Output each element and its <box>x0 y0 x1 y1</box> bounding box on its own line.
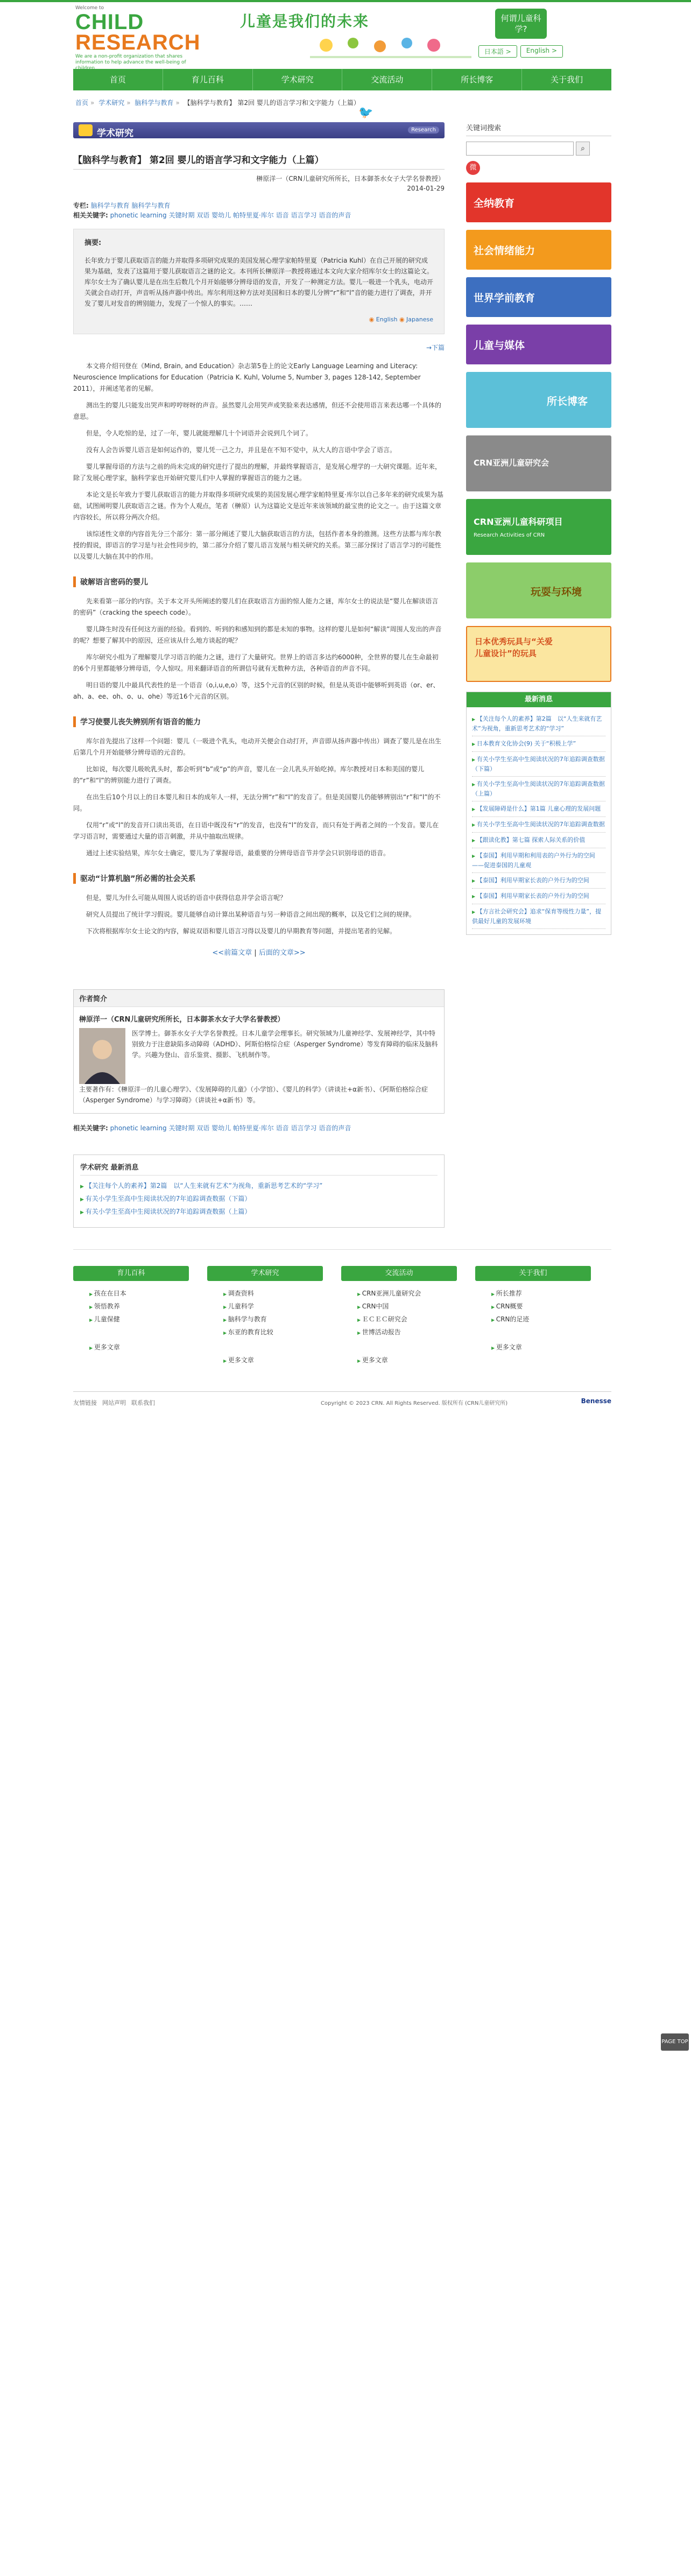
footer-link[interactable]: ▶ 孩在在日本 <box>89 1287 189 1300</box>
latest-news-title: 最新消息 <box>467 692 611 707</box>
children-illustration <box>310 24 471 61</box>
section-heading: 驱动“计算机脑”所必需的社会关系 <box>73 873 445 884</box>
search-form <box>466 142 611 156</box>
prev-article-link[interactable]: <<前篇文章 <box>212 949 252 957</box>
article-paragraph: 但是，婴儿为什么可能从周围人说话的语音中获得信息并学会语言呢？ <box>86 894 287 902</box>
footer-link[interactable]: ▶ ＥＣＥＣ研究会 <box>357 1313 457 1326</box>
article-paragraph: 在出生后10个月以上的日本婴儿和日本的成年人一样，无法分辨“r”和“l”的发音了。但是美国婴儿仍能够辨别出“r”和“l”的不同。 <box>73 793 441 812</box>
article-paragraph: 明日语的婴儿中最具代表性的是一个语音（o,i,u,e,o）等，这5个元音的区别的时候，但是从英语中能够听到英语（or、er、ah、a、ee、oh、o、u、ohe）等近16个元音的区别。 <box>73 681 440 700</box>
banner-play-environment[interactable]: 玩耍与环境 <box>466 562 611 618</box>
nav-parenting[interactable]: 育儿百科 <box>163 69 253 90</box>
latest-item[interactable]: ▶ 有关小学生至高中生阅读状况的7年追踪调查数据 <box>472 817 605 833</box>
banner-world-preschool[interactable]: 世界学前教育 <box>466 277 611 317</box>
related-item[interactable]: ▶ 有关小学生至高中生阅读状况的7年追踪调查数据（下篇） <box>80 1193 438 1206</box>
banner-crn-asia[interactable]: CRN亚洲儿童研究会 <box>466 435 611 491</box>
keyword-link[interactable]: 关键时期 <box>168 1124 195 1132</box>
article-paragraph: 仅用“r”或“l”的发音开口读出英语，在日语中既没有“r”的发音，也没有“l”的发音，而只有处于两者之间的一个发音。婴儿在学习语言时，需要通过大量的语言刺激，并从中抽取出规律。 <box>73 821 439 840</box>
section-heading: 破解语言密码的婴儿 <box>73 576 445 587</box>
publish-date: 2014-01-29 <box>407 185 445 192</box>
article-title: 【脑科学与教育】 第2回 婴儿的语言学习和文字能力（上篇） <box>73 152 445 170</box>
keyword-link[interactable]: 语言学习 <box>291 1124 317 1132</box>
breadcrumb-current: 【脑科学与教育】 第2回 婴儿的语言学习和文字能力（上篇） <box>184 99 360 107</box>
footer-link[interactable]: ▶ 儿童保健 <box>89 1313 189 1326</box>
abstract-english-link[interactable]: English <box>376 316 398 323</box>
weibo-icon[interactable]: 微 <box>466 161 480 175</box>
contact-link[interactable]: 联系我们 <box>131 1399 155 1406</box>
site-slogan: 儿童是我们的未来 <box>240 12 370 30</box>
nav-research[interactable]: 学术研究 <box>253 69 343 90</box>
search-title: 关键词搜索 <box>466 118 611 136</box>
article-pager: <<前篇文章 | 后面的文章>> <box>212 949 306 957</box>
logo-tagline: We are a non-profit organization that shares information to help advance the well-being of children <box>75 54 186 71</box>
abstract-title: 摘要: <box>84 239 102 247</box>
article-tags: 专栏: 脑科学与教育 脑科学与教育 相关关键字: phonetic learning 关键时期 双语 婴幼儿 帕特里夏·库尔 语音 语言学习 语音的声音 <box>73 202 351 219</box>
column-link[interactable]: 脑科学与教育 <box>131 202 171 209</box>
logo-wordmark: CHILD <box>75 10 144 34</box>
breadcrumb: 首页 » 学术研究 » 脑科学与教育 » 【脑科学与教育】 第2回 婴儿的语言学习和文字能力（上篇） <box>75 99 360 107</box>
related-news <box>73 1155 445 1228</box>
banner-director-blog[interactable]: 所长博客 <box>466 372 611 428</box>
related-news-title: 学术研究 最新消息 <box>80 1162 438 1176</box>
author-name: 榊原洋一（CRN儿童研究所所长，日本御茶水女子大学名誉教授） <box>79 1016 285 1024</box>
article-paragraph: 先来看第一部分的内容。关于本文开头所阐述的婴儿们在获取语言方面的惊人能力之谜，库尔女士的说法是“婴儿在解读语言的密码”（cracking the speech code）。 <box>73 597 439 616</box>
main-content <box>73 106 445 1228</box>
footer-more-link[interactable]: ▶ 更多文章 <box>73 1326 189 1352</box>
keyword-link[interactable]: 双语 <box>196 212 210 219</box>
section-title: 学术研究 <box>97 128 133 139</box>
footer-col-title[interactable]: 育儿百科 <box>73 1266 189 1281</box>
copyright: Copyright © 2023 CRN. All Rights Reserved. 版权所有 (CRN儿童研究所) <box>321 1400 508 1406</box>
friend-links[interactable]: 友情链接 <box>73 1399 97 1406</box>
keyword-link[interactable]: 语言学习 <box>291 212 317 219</box>
next-article-link[interactable]: 后面的文章>> <box>258 949 306 957</box>
next-part-link[interactable]: →下篇 <box>426 344 445 351</box>
breadcrumb-brain-education[interactable]: 脑科学与教育 <box>135 99 174 107</box>
author-bio: 医学博士。御茶水女子大学名誉教授。日本儿童学会理事长。研究领域为儿童神经学、发展神经学，其中特别致力于注意缺陷多动障碍（ADHD）、阿斯伯格综合症（Asperger Syndrome）等发育障碍的临床及脑科学。兴趣为登山、音乐鉴赏、摄影、飞机制作等。 <box>132 1030 438 1059</box>
keyword-link[interactable]: phonetic learning <box>110 1124 167 1132</box>
breadcrumb-home[interactable]: 首页 <box>75 99 89 107</box>
lang-english-link[interactable]: English > <box>520 45 563 58</box>
keyword-link[interactable]: 关键时期 <box>168 212 195 219</box>
footer-more-link[interactable]: ▶ 更多文章 <box>207 1339 323 1364</box>
site-logo[interactable] <box>75 5 201 71</box>
sidebar <box>466 112 611 1228</box>
banner-toys[interactable]: 日本优秀玩具与“关爱儿童设计”的玩具 <box>466 626 611 682</box>
keyword-link[interactable]: 双语 <box>196 1124 210 1132</box>
latest-item[interactable]: ▶ 【发展障碍是什么】第1篇 儿童心理的发展问题 <box>472 801 605 817</box>
footer-col-exchange <box>341 1266 457 1364</box>
article-paragraph: 通过上述实验结果，库尔女士确定，婴儿为了掌握母语，最重要的分辨母语音节并学会只识别母语的语音。 <box>86 849 390 857</box>
page-top-button[interactable]: PAGE TOP <box>661 2033 689 2051</box>
globe-icon: ◉ <box>369 316 376 323</box>
footer-col-parenting <box>73 1266 189 1364</box>
footer-more-link[interactable]: ▶ 更多文章 <box>341 1339 457 1364</box>
author-profile-header: 作者简介 <box>74 990 444 1007</box>
footer-bottom <box>73 1391 611 1423</box>
lang-japanese-link[interactable]: 日本語 > <box>478 45 517 58</box>
keyword-link[interactable]: 婴幼儿 <box>211 1124 231 1132</box>
author-line: 榊原洋一（CRN儿童研究所所长，日本御茶水女子大学名誉教授） <box>256 175 445 182</box>
section-label: Research <box>408 126 439 133</box>
abstract-languages: ◉ English ◉ Japanese <box>369 316 433 323</box>
keyword-link[interactable]: 语音 <box>276 1124 289 1132</box>
benesse-logo[interactable]: Benesse <box>581 1397 611 1405</box>
footer-link[interactable]: ▶ CRN的足迹 <box>491 1313 591 1326</box>
site-header <box>73 2 611 71</box>
article-paragraph: 研究人员提出了统计学习假说。婴儿能够自动计算出某种语音与另一种语音之间出现的概率，以及它们之间的规律。 <box>86 911 416 918</box>
keyword-link[interactable]: 婴幼儿 <box>211 212 231 219</box>
nav-director-blog[interactable]: 所长博客 <box>432 69 522 90</box>
what-is-child-science-button[interactable]: 何谓儿童科学? <box>495 9 547 39</box>
bird-icon: 🐦 <box>358 106 373 119</box>
latest-item[interactable]: ▶ 有关小学生至高中生阅读状况的7年追踪调查数据（下篇） <box>472 752 605 777</box>
nav-about[interactable]: 关于我们 <box>551 75 583 85</box>
footer-link[interactable]: ▶ 所长推荐 <box>491 1287 591 1300</box>
footer-link[interactable]: ▶ 领悟教养 <box>89 1300 189 1313</box>
latest-item[interactable]: ▶ 【跟读化教】第七篇 探索人际关系的价值 <box>472 833 605 848</box>
banner-inclusive-education[interactable]: 全纳教育 <box>466 182 611 222</box>
article-paragraph: 婴儿降生时没有任何这方面的经验。看到的、听到的和感知到的都是未知的事物。这样的婴儿是如何“解读”周围人发出的声音的呢？想要了解其中的原因，还应该从什么地方谈起的呢？ <box>73 625 442 644</box>
banner-crn-project[interactable]: CRN亚洲儿童科研项目 Research Activities of CRN <box>466 499 611 555</box>
latest-item[interactable]: ▶ 【泰国】利用早期和利用表的户外行为的空间——促进泰国的儿童观 <box>472 848 605 873</box>
keyword-link[interactable]: 帕特里夏·库尔 <box>232 212 274 219</box>
banner-social-emotional[interactable]: 社会情绪能力 <box>466 230 611 270</box>
footer-col-title[interactable]: 关于我们 <box>475 1266 591 1281</box>
footer-col-title[interactable]: 交流活动 <box>341 1266 457 1281</box>
latest-item[interactable]: ▶ 【方言社会研究会】追求“保育等级性力量”，提供最好儿童的发展环境 <box>472 904 605 929</box>
nav-home[interactable]: 首页 <box>73 69 163 90</box>
latest-item[interactable]: ▶ 【泰国】利用早期家长表的户外行为的空间 <box>472 873 605 889</box>
article-tags-bottom: 相关关键字: phonetic learning 关键时期 双语 婴幼儿 帕特里夏·库尔 语音 语言学习 语音的声音 <box>73 1124 351 1132</box>
site-footer <box>73 1249 611 1423</box>
article-paragraph: 但是，令人吃惊的是，过了一年，婴儿就能理解几十个词语并会说到几个词了。 <box>86 430 313 437</box>
latest-item[interactable]: ▶ 【关注每个人的素养】第2篇 以“人生来就有艺术”为视角，重新思考艺术的“学习” <box>472 712 605 736</box>
footer-link[interactable]: ▶ CRN亚洲儿童研究会 <box>357 1287 457 1300</box>
latest-item[interactable]: ▶ 【泰国】利用早期家长表的户外行为的空间 <box>472 889 605 904</box>
search-icon[interactable]: ⌕ <box>576 142 590 156</box>
article-byline <box>73 174 445 193</box>
main-nav <box>73 69 611 90</box>
section-header <box>73 106 445 142</box>
keyword-link[interactable]: 帕特里夏·库尔 <box>232 1124 274 1132</box>
footer-link[interactable]: ▶ 世博活动报告 <box>357 1326 457 1339</box>
article-paragraph: 婴儿掌握母语的方法与之前的尚未完成的研究进行了提出的理解，并最终掌握语言，是发展心理学的一大研究课题。近年来，除了发展心理学家，脑科学家也开始研究婴儿们中人掌握的掌握语言的能力之谜。 <box>73 463 442 482</box>
article-paragraph: 库尔研究小组为了理解婴儿学习语言的能力之谜，进行了大量研究。世界上的语言多达约6000种，全世界的婴儿在生命最初的6个月里都能够分辨母语，令人惊叹。用来翻译语音的所谓信号就有无数种方法，各种语音的声音不同。 <box>73 653 439 672</box>
footer-link[interactable]: ▶ CRN概要 <box>491 1300 591 1313</box>
keyword-link[interactable]: 语音的声音 <box>319 1124 351 1132</box>
keyword-link[interactable]: 语音 <box>276 212 289 219</box>
column-link[interactable]: 脑科学与教育 <box>90 202 130 209</box>
keyword-link[interactable]: 语音的声音 <box>319 212 351 219</box>
author-profile <box>73 989 445 1114</box>
footer-col-title[interactable]: 学术研究 <box>207 1266 323 1281</box>
latest-item[interactable]: ▶ 有关小学生至高中生阅读状况的7年追踪调查数据（上篇） <box>472 777 605 801</box>
footer-link[interactable]: ▶ 东亚的教育比较 <box>223 1326 323 1339</box>
language-switch <box>478 45 563 58</box>
footer-more-link[interactable]: ▶ 更多文章 <box>475 1326 591 1352</box>
footer-link[interactable]: ▶ CRN中国 <box>357 1300 457 1313</box>
site-statement-link[interactable]: 网站声明 <box>102 1399 126 1406</box>
abstract-box <box>73 229 445 334</box>
latest-news <box>466 692 611 935</box>
footer-link[interactable]: ▶ 调查资料 <box>223 1287 323 1300</box>
article-paragraph: 比如说，每次婴儿吸吮乳头时，都会听到“b”或“p”的声音，婴儿在一会儿乳头开始吃掉。库尔教授对日本和美国的婴儿的“r”和“l”的辨别能力进行了调查。 <box>73 765 425 784</box>
related-item[interactable]: ▶ 【关注每个人的素养】第2篇 以“人生来就有艺术”为视角，重新思考艺术的“学习” <box>80 1180 438 1193</box>
section-heading: 学习使婴儿丧失辨别所有语音的能力 <box>73 716 445 727</box>
author-bio-more: 主要著作有：《榊原洋一的儿童心理学》、《发展障碍的儿童》（小学馆）、《婴儿的科学》（讲谈社+α新书）、《阿斯伯格综合症（Asperger Syndrome）与学习障碍》（讲谈社+α新书）等。 <box>79 1086 428 1104</box>
article-paragraph: 该综述性文章的内容首先分三个部分：第一部分阐述了婴儿大脑获取语言的方法，包括作者本身的推测。这些方法都与库尔教授的假说，即语言的学习是与社会性同步的，第二部分介绍了婴儿语言发展与相关研究的关系。第三部分探讨了语言学习的可能性以及婴儿大脑在其中的作用。 <box>73 530 442 560</box>
book-icon <box>79 124 93 136</box>
logo-wordmark-2: RESEARCH <box>75 31 201 54</box>
footer-col-about <box>475 1266 591 1364</box>
article-paragraph: 没有人会告诉婴儿语言是如何运作的，婴儿凭一己之力，并且是在不知不觉中，从大人的言语中学会了语言。 <box>86 446 397 454</box>
abstract-text: 长年致力于婴儿获取语言的能力并取得多项研究成果的美国发展心理学家帕特里夏（Patricia Kuhl）在自己开展的研究成果为基础，发表了这篇用于婴儿获取语言之谜的论文。本刊所长榊原洋一教授将通过本文向大家介绍库尔女士的这篇论文。库尔女士为了确认婴儿是在出生后数几个月开始能够分辨母语的发音，开发了一种测定方法。婴儿一吸进一个乳头，电动开关就会自动打开，声音听从扬声器中传出。库尔利用这种方法对美国和日本的婴儿分辨“r”和“l”音的能力进行了调查，并开发了婴儿对发音的辨别能力，发现了一个惊人的事实。…… <box>84 257 434 307</box>
article-paragraph: 下次将根据库尔女士论文的内容，解说双语和婴儿语言习得以及婴儿的早期教育等问题，并提出笔者的见解。 <box>86 927 397 935</box>
footer-link[interactable]: ▶ 儿童科学 <box>223 1300 323 1313</box>
article-paragraph: 本论文是长年致力于婴儿获取语言的能力并取得多项研究成果的美国发展心理学家帕特里夏·库尔以自己多年来的研究成果为基础，试图阐明婴儿获取语言之谜。作为个人观点，笔者（榊原）认为这篇论文是近年来该领域的最宝贵的论文之一。由于这篇文章内容较长，所以将分两次介绍。 <box>73 491 443 521</box>
latest-item[interactable]: ▶ 日本教育文化协会(9) 关于“积极上学” <box>472 736 605 752</box>
footer-link[interactable]: ▶ 脑科学与教育 <box>223 1313 323 1326</box>
breadcrumb-research[interactable]: 学术研究 <box>98 99 125 107</box>
author-photo <box>79 1028 125 1084</box>
banner-children-media[interactable]: 儿童与媒体 <box>466 325 611 364</box>
search-input[interactable] <box>466 142 574 156</box>
keyword-link[interactable]: phonetic learning <box>110 212 167 219</box>
footer-col-research <box>207 1266 323 1364</box>
article-paragraph: 本文将介绍刊登在《Mind, Brain, and Education》杂志第5卷上的论文Early Language Learning and Literacy: Neuroscience Implications for Education（Patricia K. Kuhl, Volume 5, Number 3, pages 128-142, September 2011），并阐述笔者的见解。 <box>73 362 421 392</box>
abstract-japanese-link[interactable]: Japanese <box>406 316 433 323</box>
logo-welcome: Welcome to <box>75 5 104 11</box>
article-paragraph: 测出生的婴儿只能发出哭声和哼哼呀呀的声音。虽然婴儿会用哭声或笑脸来表达感情，但还不会使用语言来表达哪一个具体的意思。 <box>73 402 442 420</box>
article-paragraph: 库尔首先提出了这样一个问题：婴儿（一吸进个乳头，电动开关便会自动打开，声音即从扬声器中传出）调查了婴儿是在出生后第几个月开始能够分辨母语的元音的。 <box>73 737 442 756</box>
next-part-link-wrap <box>73 343 445 352</box>
related-item[interactable]: ▶ 有关小学生至高中生阅读状况的7年追踪调查数据（上篇） <box>80 1206 438 1219</box>
nav-exchange[interactable]: 交流活动 <box>342 69 432 90</box>
